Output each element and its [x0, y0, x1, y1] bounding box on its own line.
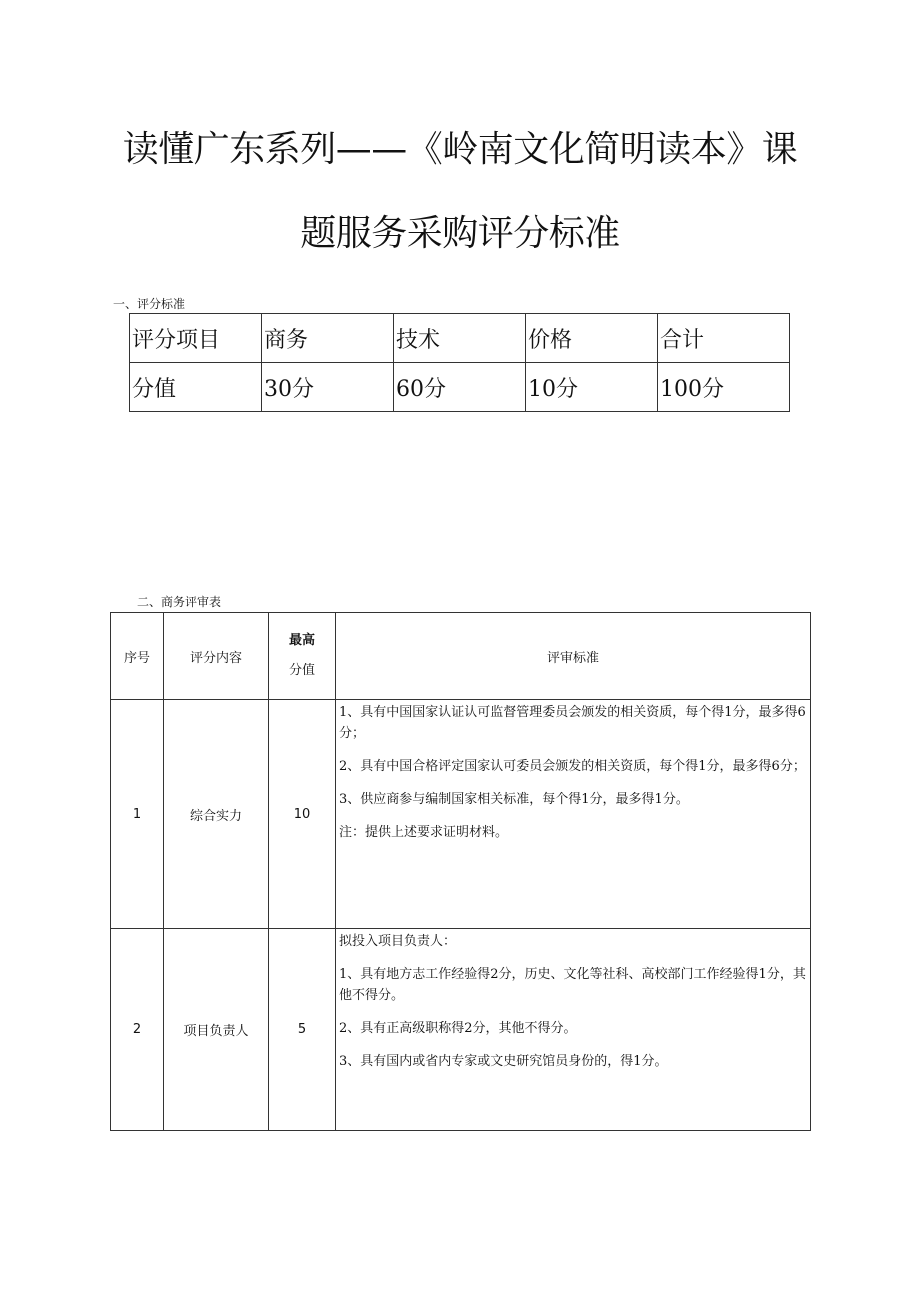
column-header-no: 序号: [111, 613, 164, 700]
criteria-item: 2、具有中国合格评定国家认可委员会颁发的相关资质，每个得1分，最多得6分；: [339, 759, 806, 774]
row-number: 2: [111, 929, 164, 1131]
criteria-note: 注：提供上述要求证明材料。: [339, 825, 509, 840]
score-header-cell: 合计: [658, 314, 790, 363]
criteria-item: 3、供应商参与编制国家相关标准，每个得1分，最多得1分。: [339, 792, 689, 807]
row-criteria: [336, 929, 811, 1131]
business-header-row: [111, 613, 811, 700]
row-content: 综合实力: [164, 700, 269, 929]
score-value-cell: 60分: [394, 363, 526, 412]
business-review-table: [110, 612, 811, 1131]
table-row: [111, 700, 811, 929]
criteria-intro: 拟投入项目负责人：: [339, 934, 457, 949]
table-row: [111, 929, 811, 1131]
criteria-item: 1、具有地方志工作经验得2分，历史、文化等社科、高校部门工作经验得1分，其他不得分。: [339, 967, 806, 1003]
score-header-cell: 评分项目: [130, 314, 262, 363]
document-title-line-1: 读懂广东系列——《岭南文化简明读本》课: [122, 129, 798, 170]
score-value-cell: 10分: [526, 363, 658, 412]
score-header-cell: 价格: [526, 314, 658, 363]
row-max-score: 10: [269, 700, 336, 929]
column-header-max-score: [269, 613, 336, 700]
max-score-line-2: 分值: [288, 663, 315, 678]
row-number: 1: [111, 700, 164, 929]
score-header-cell: 商务: [262, 314, 394, 363]
score-header-cell: 技术: [394, 314, 526, 363]
section-1-heading: 一、评分标准: [113, 297, 186, 311]
row-criteria: [336, 700, 811, 929]
row-max-score: 5: [269, 929, 336, 1131]
document-title-line-2: 题服务采购评分标准: [300, 213, 620, 254]
score-value-cell: 分值: [130, 363, 262, 412]
score-value-cell: 100分: [658, 363, 790, 412]
score-header-row: [130, 314, 790, 363]
criteria-item: 2、具有正高级职称得2分，其他不得分。: [339, 1021, 577, 1036]
column-header-criteria: 评审标准: [336, 613, 811, 700]
row-content: 项目负责人: [164, 929, 269, 1131]
score-value-cell: 30分: [262, 363, 394, 412]
criteria-item: 3、具有国内或省内专家或文史研究馆员身份的，得1分。: [339, 1054, 668, 1069]
column-header-content: 评分内容: [164, 613, 269, 700]
criteria-item: 1、具有中国国家认证认可监督管理委员会颁发的相关资质，每个得1分，最多得6分；: [339, 705, 806, 741]
score-summary-table: [129, 313, 790, 412]
max-score-line-1: 最高: [288, 633, 315, 648]
score-value-row: [130, 363, 790, 412]
section-2-heading: 二、商务评审表: [137, 595, 222, 609]
